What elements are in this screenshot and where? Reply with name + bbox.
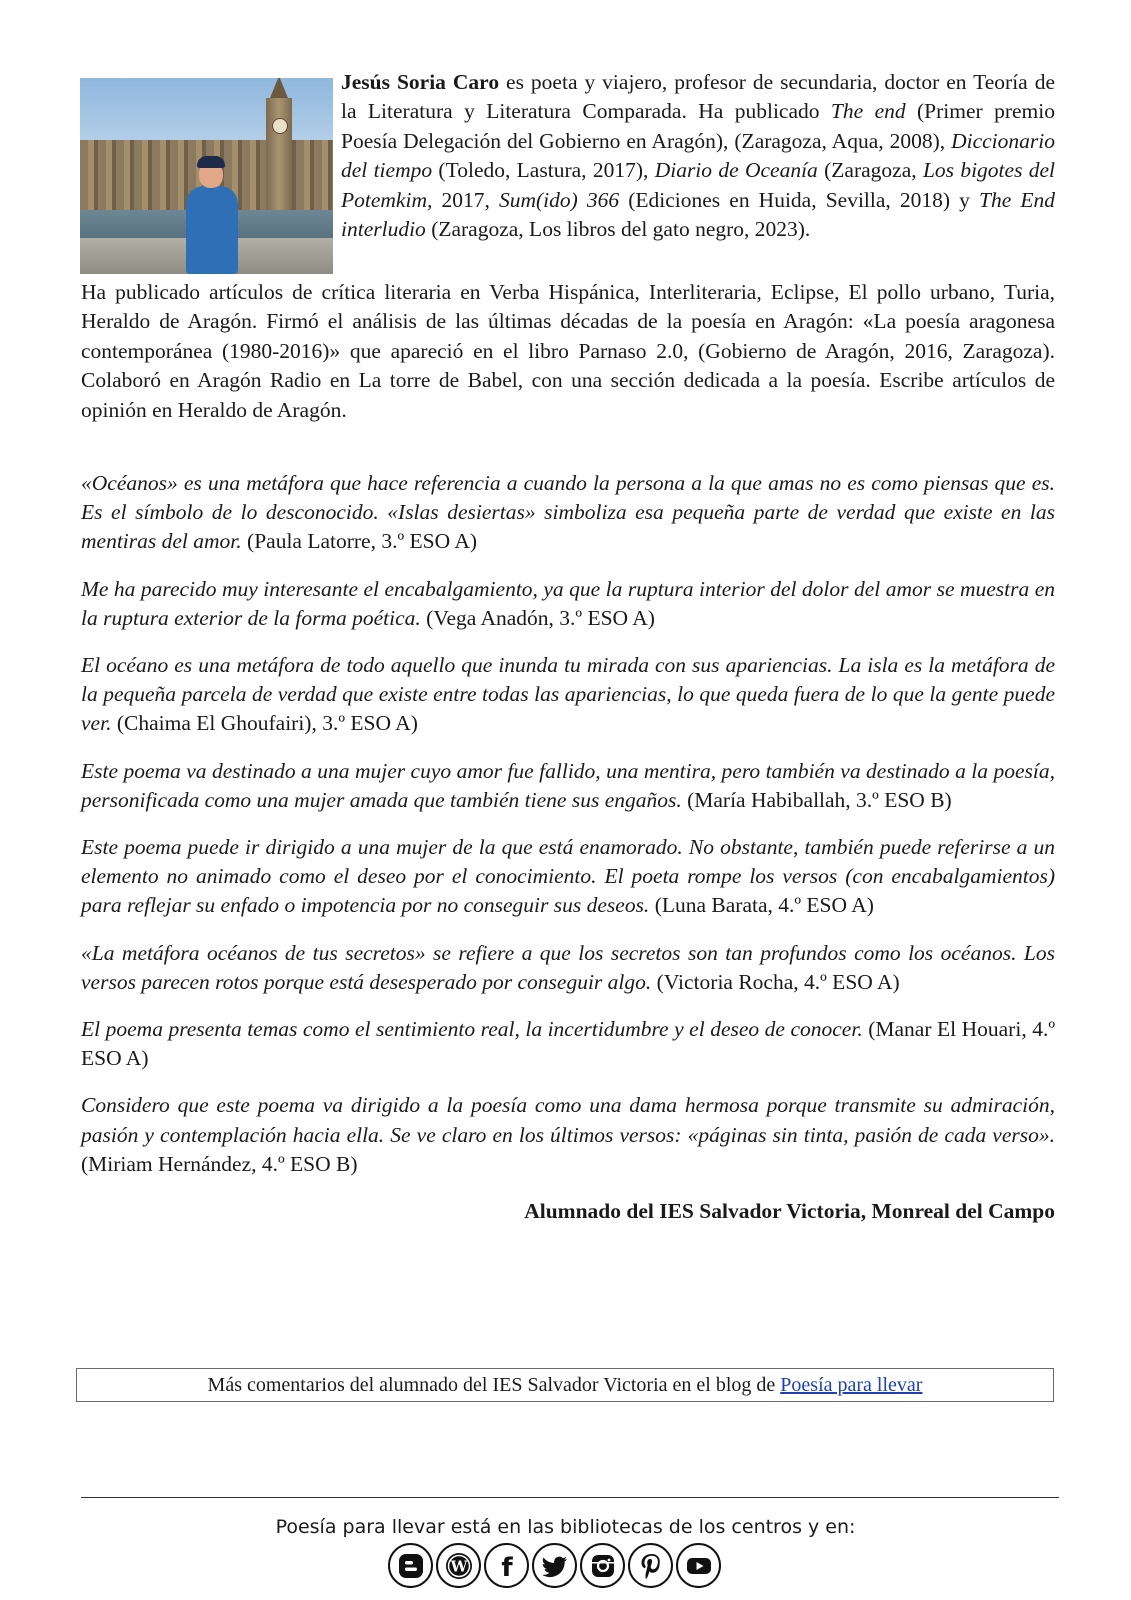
author-name: Jesús Soria Caro xyxy=(341,70,500,94)
page-content xyxy=(81,68,1055,1224)
person-figure xyxy=(186,150,238,274)
comment-author: (Miriam Hernández, 4.º ESO B) xyxy=(81,1151,358,1176)
student-comment: Este poema puede ir dirigido a una mujer de la que está enamorado. No obstante, también puede referirse a un elemento no animado como el deseo por el conocimiento. El poeta rompe los versos (con encabalgamientos) para reflejar su enfado o impotencia por no conseguir sus deseos. (Luna Barata, 4.º ESO A) xyxy=(81,835,1055,918)
comment-author: (Victoria Rocha, 4.º ESO A) xyxy=(651,969,900,994)
pinterest-icon[interactable] xyxy=(628,1543,673,1588)
comment-author: (Luna Barata, 4.º ESO A) xyxy=(649,893,874,918)
book-title: Diario de Oceanía xyxy=(654,158,818,183)
more-comments-box xyxy=(76,1368,1054,1402)
author-bio-articles: Ha publicado artículos de crítica literaria en Verba Hispánica, Interliteraria, Eclipse, El pollo urbano, Turia, Heraldo de Aragón. Firmó el análisis de las últimas décadas de la poesía en Aragón: «La poesía aragonesa contemporánea (1980-2016)» que apareció en el libro Parnaso 2.0, (Gobierno de Aragón, 2016, Zaragoza). Colaboró en Aragón Radio en La torre de Babel, con una sección dedicada a la poesía. Escribe artículos de opinión en Heraldo de Aragón. xyxy=(81,280,1055,422)
footer-divider xyxy=(81,1497,1059,1498)
book-title: Sum(ido) 366 xyxy=(498,187,620,212)
book-title: The end xyxy=(830,99,906,124)
signature: Alumnado del IES Salvador Victoria, Monreal del Campo xyxy=(524,1199,1055,1224)
student-comment: El océano es una metáfora de todo aquello que inunda tu mirada con sus apariencias. La isla es la metáfora de la pequeña parcela de verdad que existe entre todas las apariencias, lo que queda fuera de lo que la gente puede ver. (Chaima El Ghoufairi), 3.º ESO A) xyxy=(81,653,1055,736)
svg-text:f: f xyxy=(500,1552,513,1581)
social-icons xyxy=(388,1543,721,1591)
author-photo xyxy=(80,78,333,274)
svg-text:W: W xyxy=(450,1557,467,1575)
wordpress-icon[interactable] xyxy=(436,1543,481,1588)
clock-face xyxy=(272,118,288,134)
blog-link[interactable]: Poesía para llevar xyxy=(780,1374,923,1396)
blogger-icon[interactable] xyxy=(388,1543,433,1588)
book-title: The End interludio xyxy=(341,187,1056,242)
student-comment: Me ha parecido muy interesante el encabalgamiento, ya que la ruptura interior del dolor del amor se muestra en la ruptura exterior de la forma poética. (Vega Anadón, 3.º ESO A) xyxy=(81,576,1055,630)
author-bio: Jesús Soria Caro es poeta y viajero, profesor de secundaria, doctor en Teoría de la Literatura y Literatura Comparada. Ha publicado The end (Primer premio Poesía Delegación del Gobierno en Aragón), (Zaragoza, Aqua, 2008), Diccionario del tiempo (Toledo, Lastura, 2017), Diario de Oceanía (Zaragoza, Los bigotes del Potemkim, 2017, Sum(ido) 366 (Ediciones en Huida, Sevilla, 2018) y The End interludio (Zaragoza, Los libros del gato negro, 2023). xyxy=(341,70,1056,242)
instagram-icon[interactable] xyxy=(580,1543,625,1588)
twitter-icon[interactable] xyxy=(532,1543,577,1588)
clock-tower xyxy=(266,98,292,210)
student-comment: «Océanos» es una metáfora que hace referencia a cuando la persona a la que amas no es como piensas que es. Es el símbolo de lo desconocido. «Islas desiertas» simboliza esa pequeña parte de verdad que existe en las mentiras del amor. (Paula Latorre, 3.º ESO A) xyxy=(81,471,1055,554)
youtube-icon[interactable] xyxy=(676,1543,721,1588)
student-comment: Este poema va destinado a una mujer cuyo amor fue fallido, una mentira, pero también va destinado a la poesía, personificada como una mujer amada que también tiene sus engaños. (María Habiballah, 3.º ESO B) xyxy=(81,758,1055,812)
footer-text: Poesía para llevar está en las bibliotecas de los centros y en: xyxy=(275,1516,856,1538)
book-title: Diccionario del tiempo xyxy=(341,128,1055,183)
more-comments-text: Más comentarios del alumnado del IES Salvador Victoria en el blog de xyxy=(207,1374,781,1396)
comment-author: (Chaima El Ghoufairi), 3.º ESO A) xyxy=(111,711,418,736)
student-comment: El poema presenta temas como el sentimiento real, la incertidumbre y el deseo de conocer. (Manar El Houari, 4.º ESO A) xyxy=(81,1017,1055,1071)
facebook-icon[interactable] xyxy=(484,1543,529,1588)
comment-author: (Vega Anadón, 3.º ESO A) xyxy=(420,605,655,630)
publisher-name: Los bigotes del Potemkim, xyxy=(341,158,1056,212)
comment-author: (Paula Latorre, 3.º ESO A) xyxy=(241,529,478,554)
comment-author: (María Habiballah, 3.º ESO B) xyxy=(681,787,952,812)
student-comment: Considero que este poema va dirigido a la poesía como una dama hermosa porque transmite su admiración, pasión y contemplación hacia ella. Se ve claro en los últimos versos: «páginas sin tinta, pasión de cada verso». (Miriam Hernández, 4.º ESO B) xyxy=(81,1093,1055,1176)
student-comment: «La metáfora océanos de tus secretos» se refiere a que los secretos son tan profundos como los océanos. Los versos parecen rotos porque está desesperado por conseguir algo. (Victoria Rocha, 4.º ESO A) xyxy=(81,940,1055,994)
comment-author: (Manar El Houari, 4.º ESO A) xyxy=(81,1017,1055,1071)
